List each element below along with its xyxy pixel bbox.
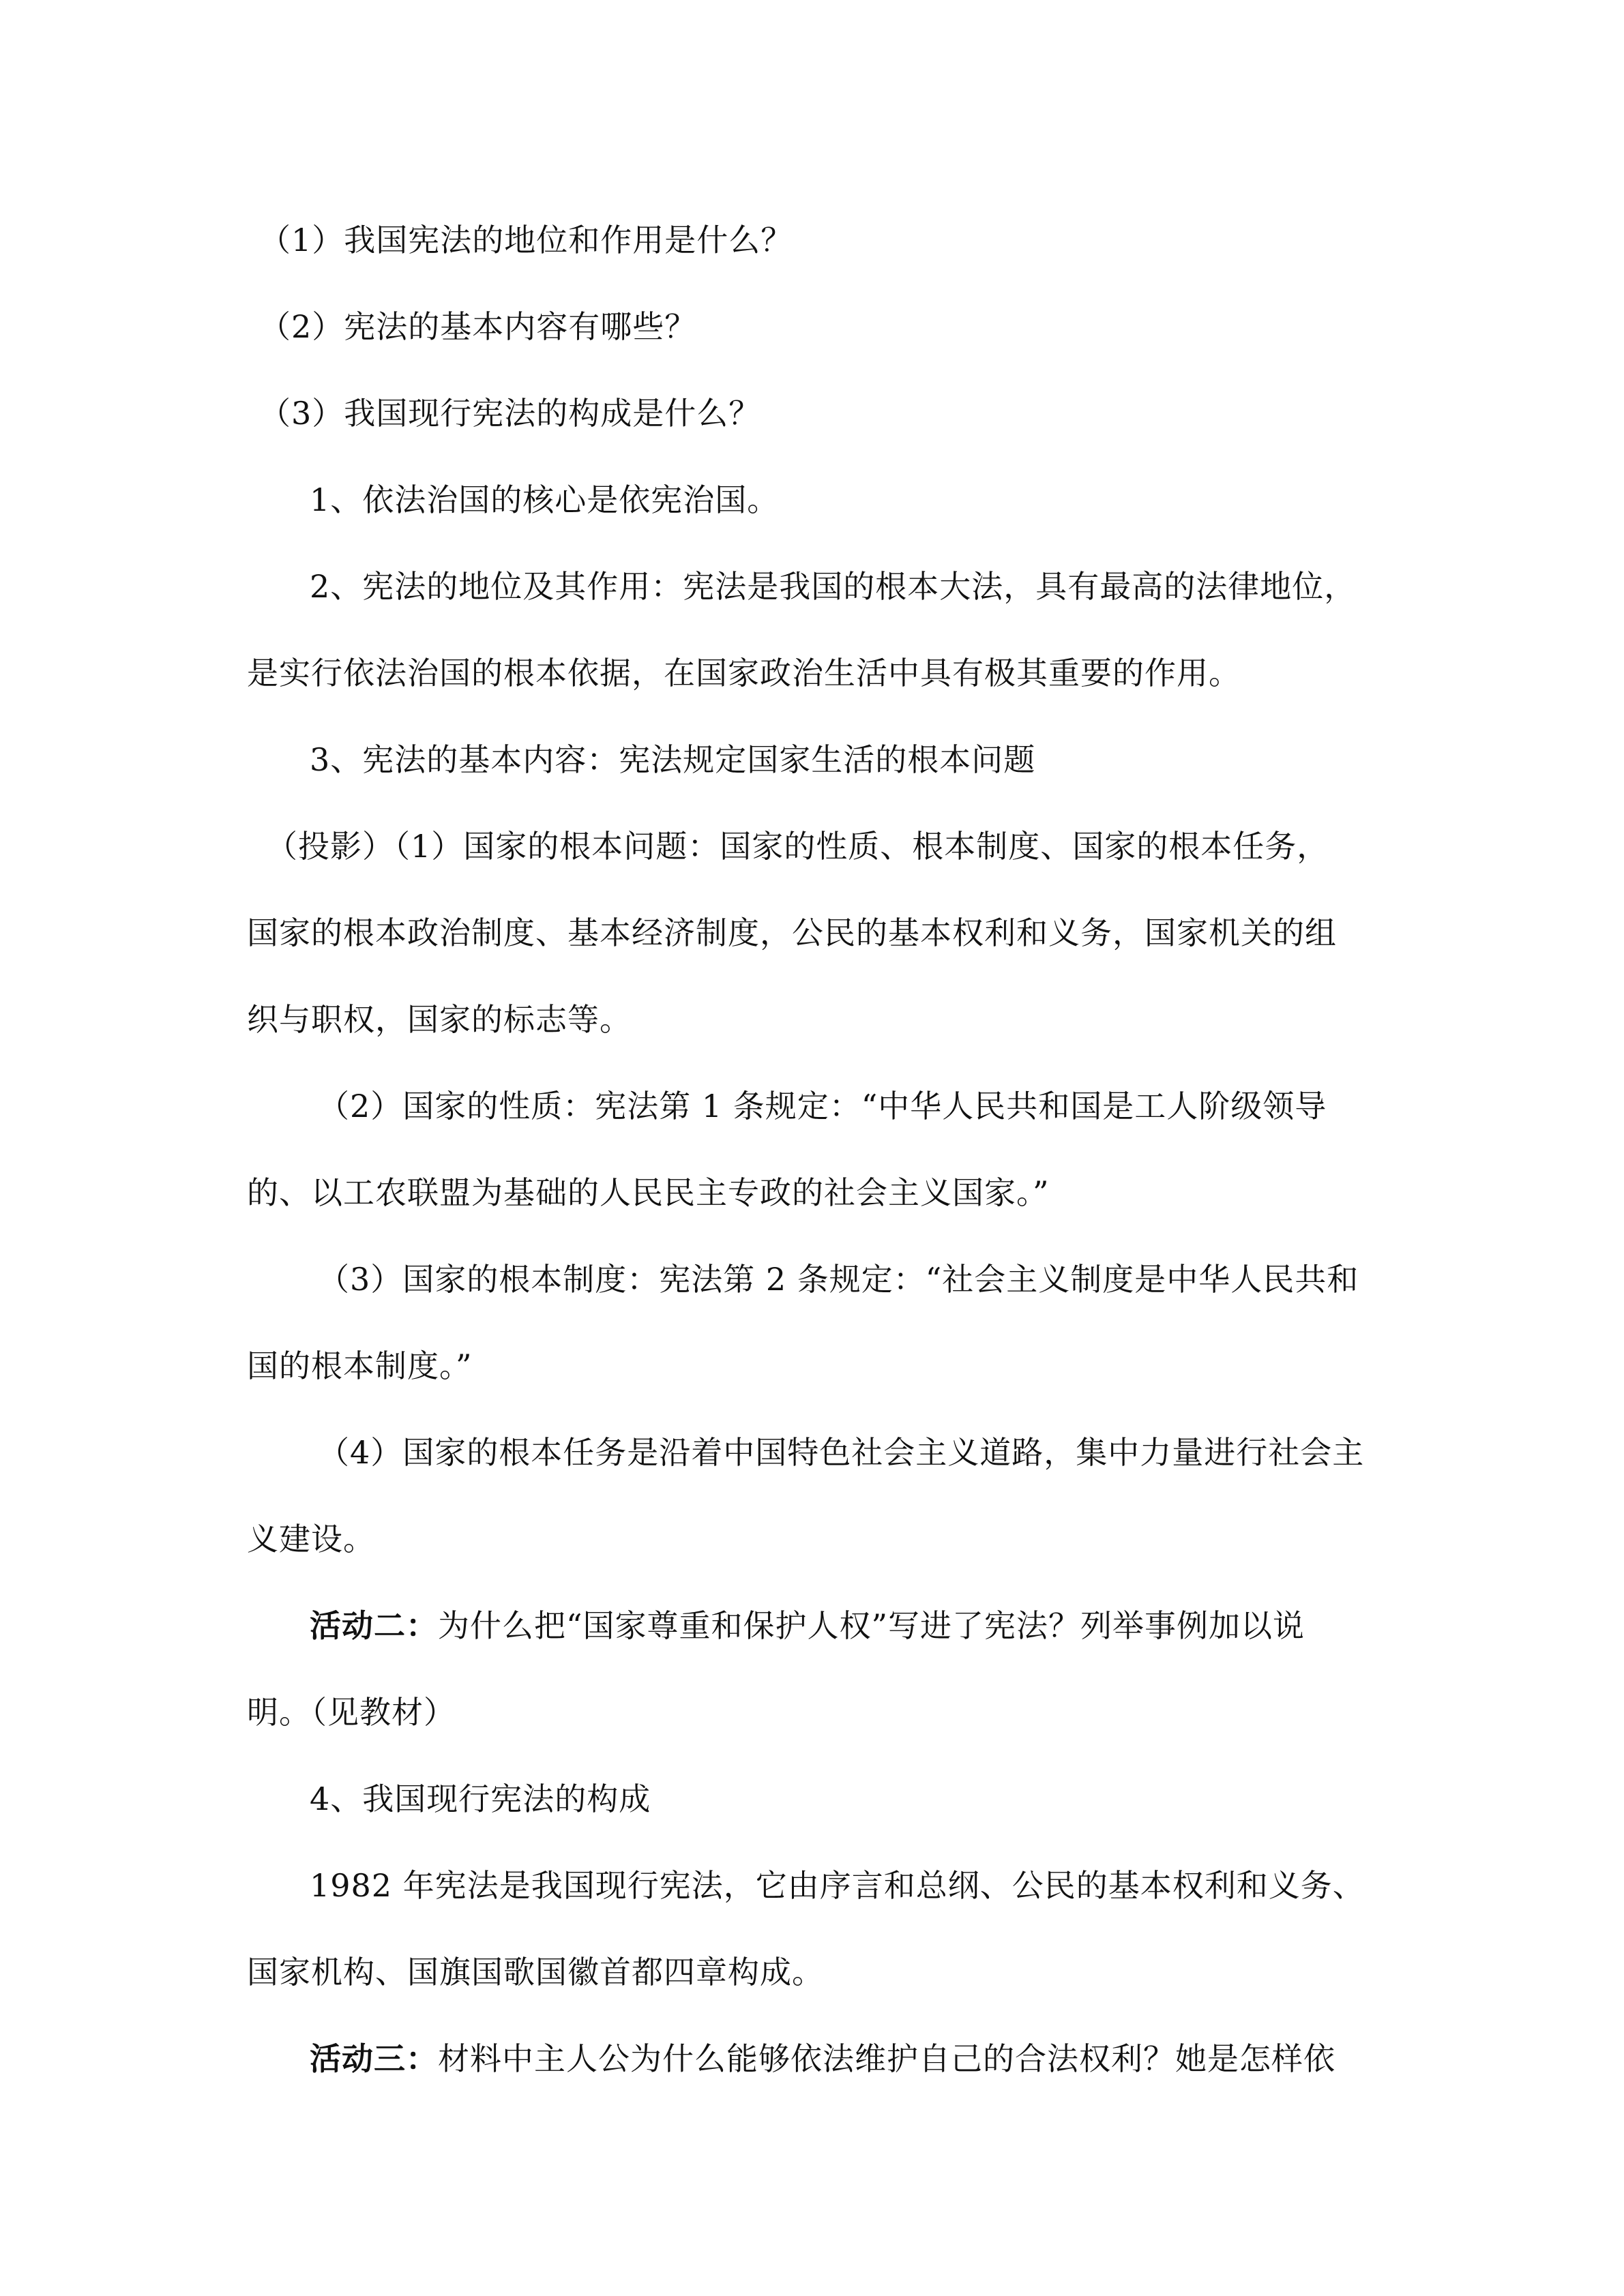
system-line-1: （3）国家的根本制度：宪法第 2 条规定：“社会主义制度是中华人民共和: [318, 1261, 1359, 1298]
nature-line-2: 的、以工农联盟为基础的人民民主专政的社会主义国家。”: [247, 1174, 1050, 1211]
point-1: 1、依法治国的核心是依宪治国。: [310, 481, 780, 518]
activity-2-line-1: [310, 1605, 1305, 1646]
activity-3-label: 活动三：: [310, 2040, 438, 2077]
question-3: （3）我国现行宪法的构成是什么？: [259, 395, 761, 432]
activity-2-label: 活动二：: [310, 1607, 438, 1644]
task-line-2: 义建设。: [247, 1521, 375, 1557]
system-line-2: 国的根本制度。”: [247, 1347, 473, 1384]
activity-2-line-2: 明。（见教材）: [247, 1694, 456, 1731]
section-4-heading: 4、我国现行宪法的构成: [310, 1780, 651, 1817]
point-2-line-1: 2、宪法的地位及其作用：宪法是我国的根本大法，具有最高的法律地位，: [310, 568, 1357, 605]
section-4-line-1: 1982 年宪法是我国现行宪法，它由序言和总纲、公民的基本权利和义务、: [310, 1867, 1365, 1904]
question-2: （2）宪法的基本内容有哪些？: [259, 308, 697, 345]
section-4-line-2: 国家机构、国旗国歌国徽首都四章构成。: [247, 1954, 824, 1991]
point-2-line-2: 是实行依法治国的根本依据，在国家政治生活中具有极其重要的作用。: [247, 655, 1241, 691]
activity-3-text: 材料中主人公为什么能够依法维护自己的合法权利？她是怎样依: [438, 2040, 1335, 2077]
projection-line-1: （投影）（1）国家的根本问题：国家的性质、根本制度、国家的根本任务，: [266, 828, 1329, 865]
task-line-1: （4）国家的根本任务是沿着中国特色社会主义道路，集中力量进行社会主: [318, 1434, 1365, 1471]
nature-line-1: （2）国家的性质：宪法第 1 条规定：“中华人民共和国是工人阶级领导: [318, 1088, 1327, 1124]
question-1: （1）我国宪法的地位和作用是什么？: [259, 222, 793, 258]
projection-line-3: 织与职权，国家的标志等。: [247, 1001, 632, 1038]
activity-2-text: 为什么把“国家尊重和保护人权”写进了宪法？列举事例加以说: [438, 1607, 1305, 1644]
activity-3-line-1: [310, 2038, 1335, 2079]
point-3: 3、宪法的基本内容：宪法规定国家生活的根本问题: [310, 741, 1036, 778]
projection-line-2: 国家的根本政治制度、基本经济制度，公民的基本权利和义务，国家机关的组: [247, 914, 1337, 951]
